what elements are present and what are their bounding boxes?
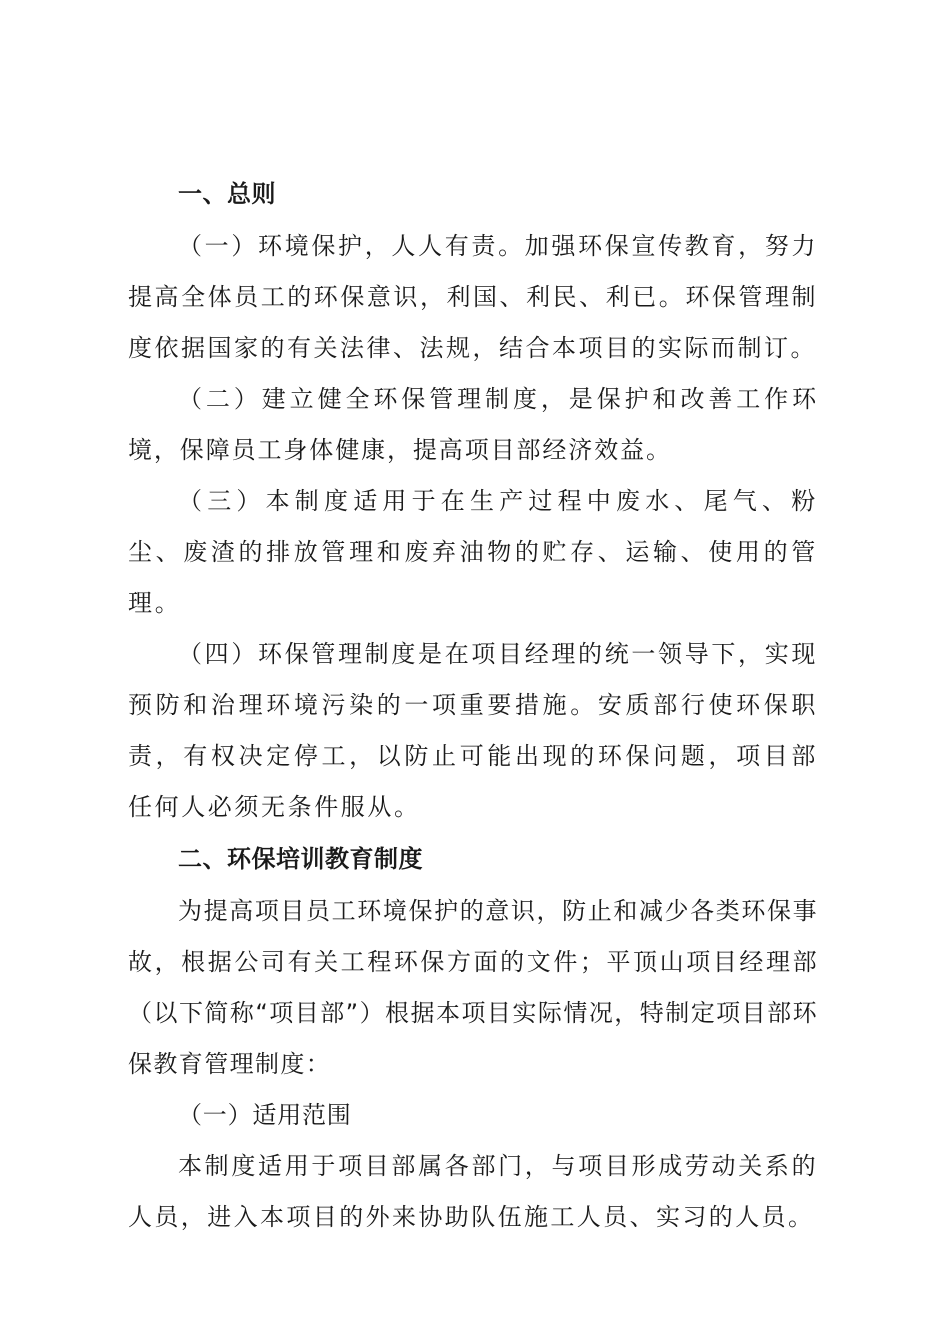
paragraph-general-1: （一）环境保护，人人有责。加强环保宣传教育，努力提高全体员工的环保意识，利国、利民、利已。环保管理制度依据国家的有关法律、法规，结合本项目的实际而制订。 <box>128 232 818 362</box>
paragraph-training-intro: 为提高项目员工环境保护的意识，防止和减少各类环保事故，根据公司有关工程环保方面的文件；平顶山项目经理部（以下简称“项目部”）根据本项目实际情况，特制定项目部环保教育管理制度： <box>128 897 818 1078</box>
section-heading-training: 二、环保培训教育制度 <box>178 845 423 873</box>
paragraph-general-2: （二）建立健全环保管理制度，是保护和改善工作环境，保障员工身体健康，提高项目部经济效益。 <box>128 385 818 464</box>
section-heading-general: 一、总则 <box>178 180 276 208</box>
paragraph-scope: 本制度适用于项目部属各部门，与项目形成劳动关系的人员，进入本项目的外来协助队伍施工人员、实习的人员。 <box>128 1152 818 1231</box>
subheading-scope: （一）适用范围 <box>178 1101 352 1129</box>
paragraph-general-3: （三）本制度适用于在生产过程中废水、尾气、粉尘、废渣的排放管理和废弃油物的贮存、运输、使用的管理。 <box>128 487 818 617</box>
paragraph-general-4: （四）环保管理制度是在项目经理的统一领导下，实现预防和治理环境污染的一项重要措施。安质部行使环保职责，有权决定停工，以防止可能出现的环保问题，项目部任何人必须无条件服从。 <box>128 640 818 821</box>
document-body <box>128 168 818 1243</box>
